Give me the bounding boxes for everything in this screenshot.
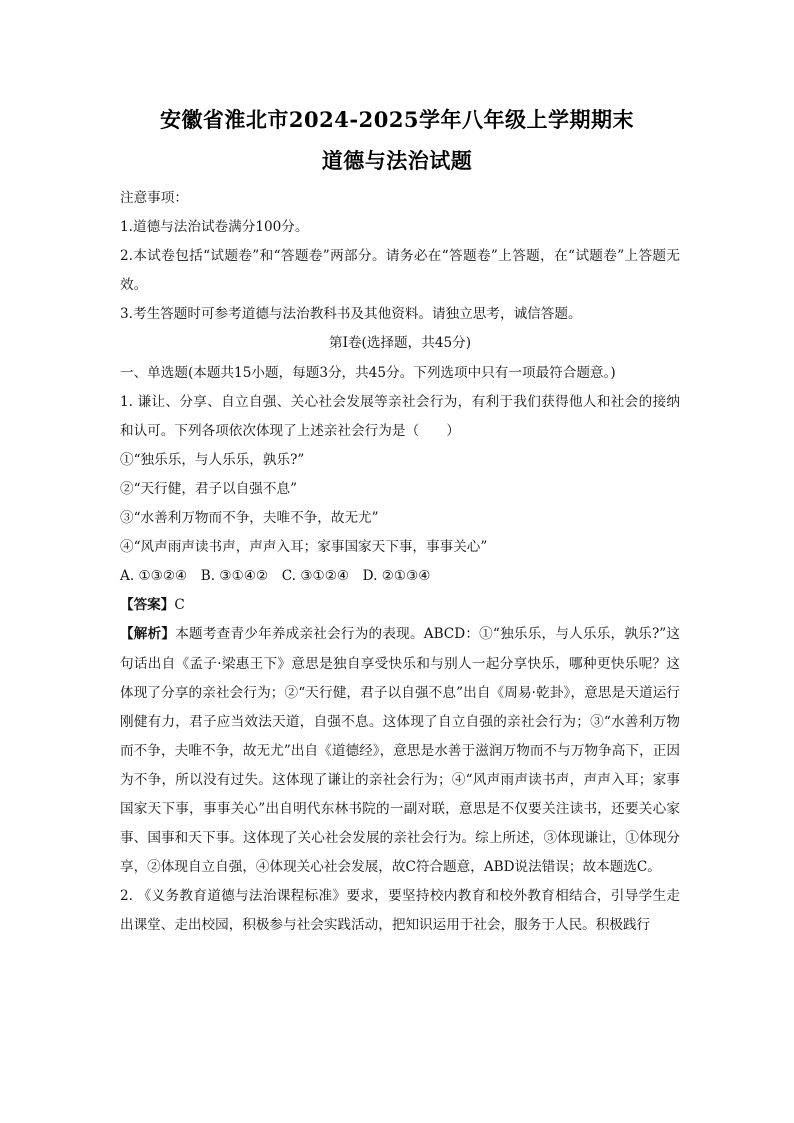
notice-item: 1.道德与法治试卷满分100分。 <box>120 219 309 236</box>
question-statement: ①“独乐乐，与人乐乐，孰乐?” <box>120 451 305 468</box>
question-statement: ②“天行健，君子以自强不息” <box>120 480 298 497</box>
section-instruction: 一、单选题(本题共15小题，每题3分，共45分。下列选项中只有一项最符合题意。) <box>120 364 616 381</box>
question-statement: ③“水善利万物而不争，夫唯不争，故无尤” <box>120 510 379 527</box>
question-stem: 1. 谦让、分享、自立自强、关心社会发展等亲社会行为，有利于我们获得他人和社会的接纳和认可。下列各项依次体现了上述亲社会行为是（ ） <box>120 393 680 439</box>
analysis-label: 【解析】 <box>120 626 176 643</box>
part-title: 第Ⅰ卷(选择题，共45分) <box>328 335 472 352</box>
answer-line <box>120 591 680 620</box>
question-stem: 2. 《义务教育道德与法治课程标准》要求，要坚持校内教育和校外教育相结合，引导学生走出课堂、走出校园，积极参与社会实践活动，把知识运用于社会，服务于人民。积极践行 <box>120 888 680 934</box>
question-statement: ④“风声雨声读书声，声声入耳；家事国家天下事，事事关心” <box>120 539 488 556</box>
notice-item: 3.考生答题时可参考道德与法治教科书及其他资料。请独立思考，诚信答题。 <box>120 306 582 323</box>
answer-value: C <box>174 597 185 614</box>
document-subtitle: 道德与法治试题 <box>321 148 473 173</box>
notice-heading: 注意事项： <box>120 190 188 206</box>
analysis-text: 本题考查青少年养成亲社会行为的表现。ABCD：①“独乐乐，与人乐乐，孰乐?”这句话出自《孟子·梁惠王下》意思是独自享受快乐和与别人一起分享快乐，哪种更快乐呢？这体现了分享的亲社会行为；②“天行健，君子以自强不息”出自《周易·乾卦》，意思是天道运行刚健有力，君子应当效法天道，自强不息。这体现了自立自强的亲社会行为；③“水善利万物而不争，夫唯不争，故无尤”出自《道德经》，意思是水善于滋润万物而不与万物争高下，正因为不争，所以没有过失。这体现了谦让的亲社会行为；④“风声雨声读书声，声声入耳；家事国家天下事，事事关心”出自明代东林书院的一副对联，意思是不仅要关注读书，还要关心家事、国事和天下事。这体现了关心社会发展的亲社会行为。综上所述，③体现谦让，①体现分享，②体现自立自强，④体现关心社会发展，故C符合题意，ABD说法错误；故本题选C。 <box>120 626 681 876</box>
notice-item: 2.本试卷包括“试题卷”和“答题卷”两部分。请务必在“答题卷”上答题，在“试题卷”上答题无效。 <box>120 248 680 294</box>
document-body <box>120 184 680 940</box>
analysis-paragraph <box>120 620 680 882</box>
document-title: 安徽省淮北市2024-2025学年八年级上学期期末 <box>159 107 635 132</box>
answer-label: 【答案】 <box>120 597 175 614</box>
question-options: A. ①③②④ B. ③①④② C. ③①②④ D. ②①③④ <box>120 568 431 585</box>
